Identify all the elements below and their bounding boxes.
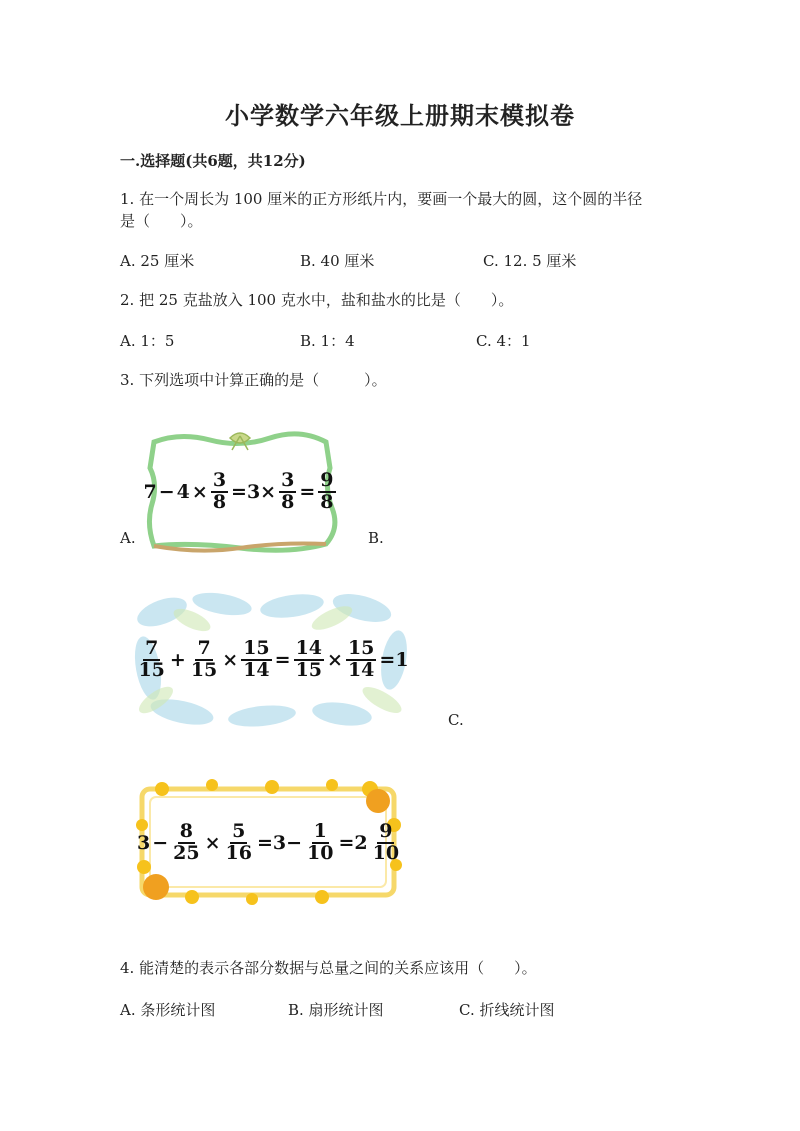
fraction-numerator: 9 [320,469,334,492]
formula-token: = [299,481,316,503]
fraction-denominator: 8 [281,491,295,513]
q1-option-b: B. 40 厘米 [300,252,375,270]
q2-option-a: A. 1：5 [120,332,175,350]
q1-option-a: A. 25 厘米 [120,252,195,270]
fraction-numerator: 8 [179,819,193,842]
formula-token: × [191,481,208,503]
q3-option-a-card [140,428,340,556]
q3-option-b-card [132,590,412,730]
q3-option-a-label: A. [120,529,136,547]
q3-option-c-label: C. [448,711,464,729]
formula-token: − [152,831,169,854]
fraction-numerator: 5 [232,819,246,842]
fraction-denominator: 14 [243,659,270,681]
fraction-numerator: 7 [197,637,211,660]
formula-token: 4 [176,481,190,503]
question-3-text: 3. 下列选项中计算正确的是（ ）。 [120,371,387,389]
fraction-numerator: 9 [379,819,393,842]
q2-option-b: B. 1：4 [300,332,355,350]
fraction-numerator: 3 [281,469,295,492]
fraction-denominator: 16 [225,841,252,864]
formula-token: =2 [338,831,368,854]
q3-option-c-formula [132,775,407,910]
fraction-numerator: 15 [347,637,375,660]
question-1-text: 1. 在一个周长为 100 厘米的正方形纸片内，要画一个最大的圆，这个圆的半径 [120,190,643,208]
fraction-denominator: 15 [295,659,323,681]
formula-fraction [189,639,219,681]
fraction-denominator: 10 [372,841,400,864]
q1-option-c: C. 12. 5 厘米 [483,252,577,270]
q4-option-a: A. 条形统计图 [120,1001,216,1019]
q4-option-c: C. 折线统计图 [459,1001,555,1019]
q2-option-c: C. 4：1 [476,332,531,350]
fraction-denominator: 15 [138,659,165,681]
section-heading: 一.选择题(共6题，共12分) [120,152,306,170]
formula-token: =3− [256,831,302,854]
formula-fraction [346,639,376,681]
fraction-denominator: 25 [173,841,200,864]
formula-fraction [294,639,324,681]
formula-fraction [223,819,253,864]
formula-token: × [327,649,343,671]
q3-option-b-formula [132,590,412,730]
formula-fraction [241,639,271,681]
formula-token: 7 [143,481,157,503]
fraction-numerator: 14 [295,637,323,660]
formula-fraction [279,471,296,513]
question-2-text: 2. 把 25 克盐放入 100 克水中，盐和盐水的比是（ ）。 [120,291,514,309]
formula-token: 3 [136,831,151,854]
formula-fraction [371,819,401,864]
q3-option-c-card [132,775,407,910]
formula-fraction [211,471,228,513]
fraction-numerator: 3 [212,469,227,492]
page-title: 小学数学六年级上册期末模拟卷 [225,101,575,130]
q4-option-b: B. 扇形统计图 [288,1001,384,1019]
fraction-numerator: 7 [145,637,159,660]
formula-token: − [158,481,175,503]
fraction-denominator: 8 [320,491,334,513]
question-4-text: 4. 能清楚的表示各部分数据与总量之间的关系应该用（ ）。 [120,959,537,977]
formula-token: × [222,649,239,671]
q3-option-a-formula [140,428,340,556]
formula-token: = [274,649,291,671]
fraction-denominator: 14 [347,659,375,681]
fraction-denominator: 8 [212,491,227,513]
fraction-denominator: 15 [190,659,218,681]
fraction-numerator: 1 [313,819,327,842]
formula-fraction [305,819,335,864]
fraction-numerator: 15 [243,637,270,660]
formula-token: =3× [231,481,277,503]
fraction-denominator: 10 [307,841,334,864]
formula-token: × [204,831,221,854]
q3-option-b-label: B. [368,529,384,547]
formula-fraction [171,819,201,864]
formula-token: + [169,649,186,671]
formula-token: =1 [379,649,409,671]
formula-fraction [136,639,166,681]
formula-fraction [318,471,335,513]
question-1-text-cont: 是（ ）。 [120,212,203,230]
